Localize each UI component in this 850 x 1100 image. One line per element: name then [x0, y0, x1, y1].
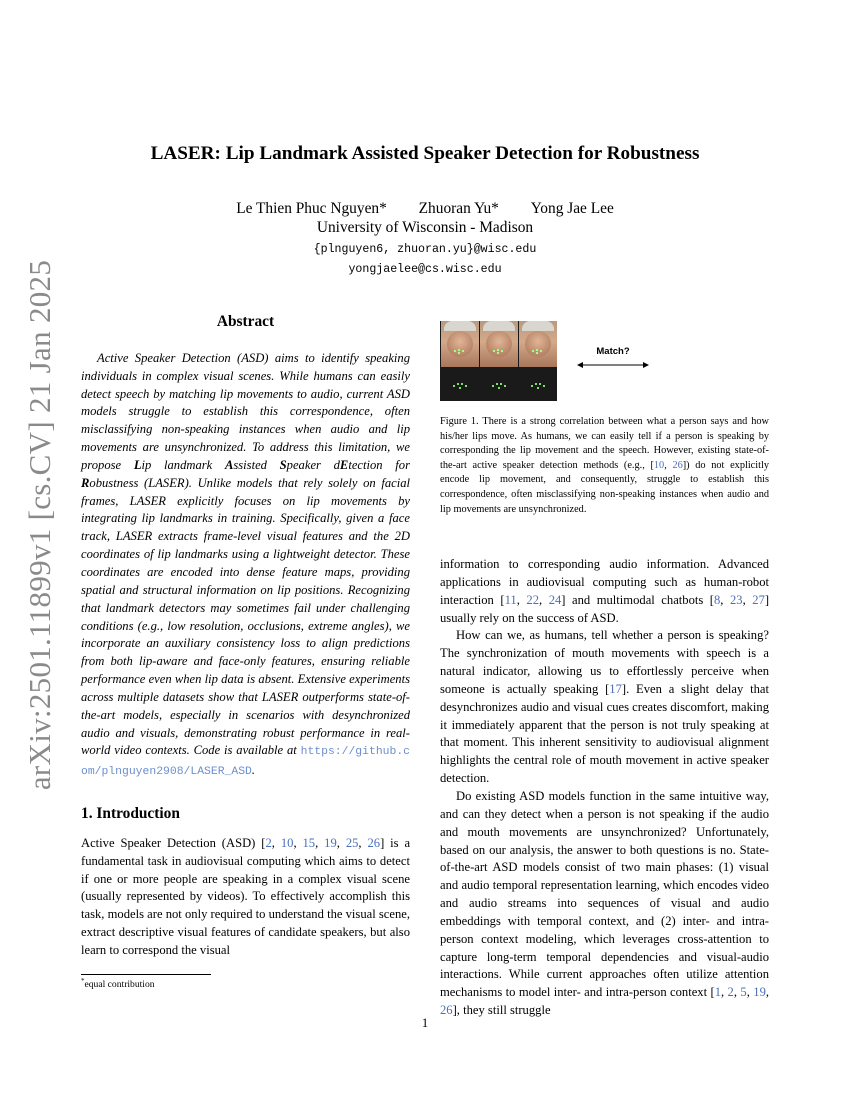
citation-link[interactable]: 24 — [548, 592, 562, 607]
body-paragraph: How can we, as humans, tell whether a person is speaking? The synchronization of mouth movements with speech is a natural indicator, allowing us to effortlessly perceive when someone is actually speaking [17]. Even a slight delay that desynchronizes audio and visual cues creates discomfort, making it immediately apparent that the person is not truly speaking at that moment. This inherent sensitivity to audiovisual alignment highlights the central role of mouth movement in active speaker detection. — [440, 628, 769, 786]
section-heading-introduction: 1. Introduction — [81, 805, 180, 823]
face-frame — [480, 321, 518, 367]
footnote: *equal contribution — [81, 977, 155, 991]
face-frame — [519, 321, 557, 367]
face-track-image — [440, 321, 557, 401]
left-column — [81, 313, 410, 960]
lip-landmarks — [531, 383, 545, 389]
arxiv-id: arXiv:2501.11899v1 [cs.CV] 21 Jan 2025 — [22, 259, 57, 791]
citation-link[interactable]: 19 — [753, 985, 766, 1000]
citation-link[interactable]: 25 — [345, 835, 359, 850]
citation-link[interactable]: 1 — [714, 985, 721, 1000]
lip-landmarks — [492, 383, 506, 389]
citation-link[interactable]: 15 — [302, 835, 316, 850]
double-arrow-icon — [577, 360, 649, 370]
lip-landmarks — [453, 383, 467, 389]
arxiv-sidebar-stamp — [20, 259, 60, 791]
citation-link[interactable]: 22 — [526, 592, 539, 607]
citation-link[interactable]: 2 — [265, 835, 272, 850]
page-number: 1 — [421, 1016, 429, 1030]
citation-link[interactable]: 10 — [653, 459, 665, 471]
citation-link[interactable]: 27 — [752, 592, 765, 607]
code-link[interactable]: https://github.com/plnguyen2908/LASER_ASD — [81, 746, 410, 779]
citation-link[interactable]: 23 — [729, 592, 743, 607]
author-2: Zhuoran Yu* — [418, 200, 499, 217]
match-label: Match? — [596, 346, 630, 357]
citation-link[interactable]: 8 — [714, 592, 721, 607]
citation-link[interactable]: 2 — [727, 985, 734, 1000]
author-email-2: yongjaelee@cs.wisc.edu — [348, 263, 502, 276]
citation-link[interactable]: 11 — [504, 592, 517, 607]
figure-1-caption: Figure 1. There is a strong correlation between what a person says and how his/her lips move. As humans, we can easily tell if a person is speaking by corresponding the lip movement and the speech. However, existing state-of-the-art active speaker detection methods (e.g., [10, 26]) do not explicitly encode lip movement, and consequently, struggle to establish this correspondence, often misclassifying non-speaking instances when audio and lip movements are unsynchronized. — [440, 416, 769, 515]
citation-link[interactable]: 26 — [440, 1003, 453, 1018]
figure-1 — [440, 318, 777, 403]
citation-link[interactable]: 19 — [324, 835, 337, 850]
author-email-1: {plnguyen6, zhuoran.yu}@wisc.edu — [313, 243, 537, 256]
paper-title: LASER: Lip Landmark Assisted Speaker Detection for Robustness — [150, 143, 700, 164]
right-column — [440, 556, 769, 1020]
audio-waveform-icon — [656, 340, 774, 378]
citation-link[interactable]: 10 — [280, 835, 294, 850]
footnote-rule — [81, 974, 211, 975]
body-paragraph: information to corresponding audio information. Advanced applications in audiovisual computing such as human-robot interaction [11, 22, 24] and multimodal chatbots [8, 23, 27] usually rely on the success of ASD. — [440, 557, 770, 625]
citation-link[interactable]: 5 — [740, 985, 747, 1000]
citation-link[interactable]: 17 — [609, 681, 622, 696]
author-3: Yong Jae Lee — [530, 200, 614, 217]
affiliation: University of Wisconsin - Madison — [316, 219, 534, 236]
body-paragraph: Do existing ASD models function in the same intuitive way, and can they detect when a person is not speaking if the audio and mouth movements are unsynchronized? Unfortunately, based on our analysis, the answer to both questions is no. State-of-the-art ASD models consist of two main phases: (1) visual and audio temporal representation learning, which encodes video and audio streams into sequences of visual and audio embeddings with temporal context, and (2) inter- and intra-person context modeling, which leverages cross-attention to capture long-term temporal dependencies and visual-audio interactions. While current approaches often utilize attention mechanisms to model inter- and intra-person context [1, 2, 5, 19, 26], they still struggle — [440, 788, 770, 1018]
intro-paragraph: Active Speaker Detection (ASD) [2, 10, 15, 19, 25, 26] is a fundamental task in audiovisual computing which aims to detect if one or more people are speaking in a complex visual scene (usually represented by videos). To effectively accomplish this task, models are not only required to understand the visual scene, extract descriptive visual features of candidate speakers, but also learn to correspond the visual — [81, 835, 411, 957]
abstract-heading: Abstract — [216, 313, 275, 330]
citation-link[interactable]: 26 — [672, 459, 683, 471]
citation-link[interactable]: 26 — [367, 835, 381, 850]
abstract-text: Active Speaker Detection (ASD) aims to identify speaking individuals in complex visual scenes. While humans can easily detect speech by matching lip movements to audio, current ASD models struggle to establish this correspondence, often misclassifying non-speaking instances when audio and lip movements are unsynchronized. To address this limitation, we propose Lip landmark Assisted Speaker dEtection for Robustness (LASER). Unlike models that rely solely on facial frames, LASER explicitly focuses on lip movements by integrating lip landmarks in training. Specifically, given a face track, LASER extracts frame-level visual features and the 2D coordinates of lip landmarks using a lightweight detector. These coordinates are encoded into dense feature maps, providing spatial and structural information on lip positions. Recognizing that landmark detectors may sometimes fail under challenging conditions (e.g., low resolution, occlusions, extreme angles), we incorporate an auxiliary consistency loss to align predictions from both lip-aware and face-only features, ensuring reliable performance even when lip data is absent. Extensive experiments across multiple datasets show that LASER outperforms state-of-the-art models, especially in scenarios with desynchronized audio and visuals, demonstrating robust performance in real-world video contexts. Code is available at https://github.com/plnguyen2908/LASER_ASD. — [81, 350, 410, 779]
face-frame — [441, 321, 479, 367]
match-arrow — [577, 346, 649, 370]
author-1: Le Thien Phuc Nguyen* — [236, 200, 387, 217]
author-list — [0, 200, 850, 218]
